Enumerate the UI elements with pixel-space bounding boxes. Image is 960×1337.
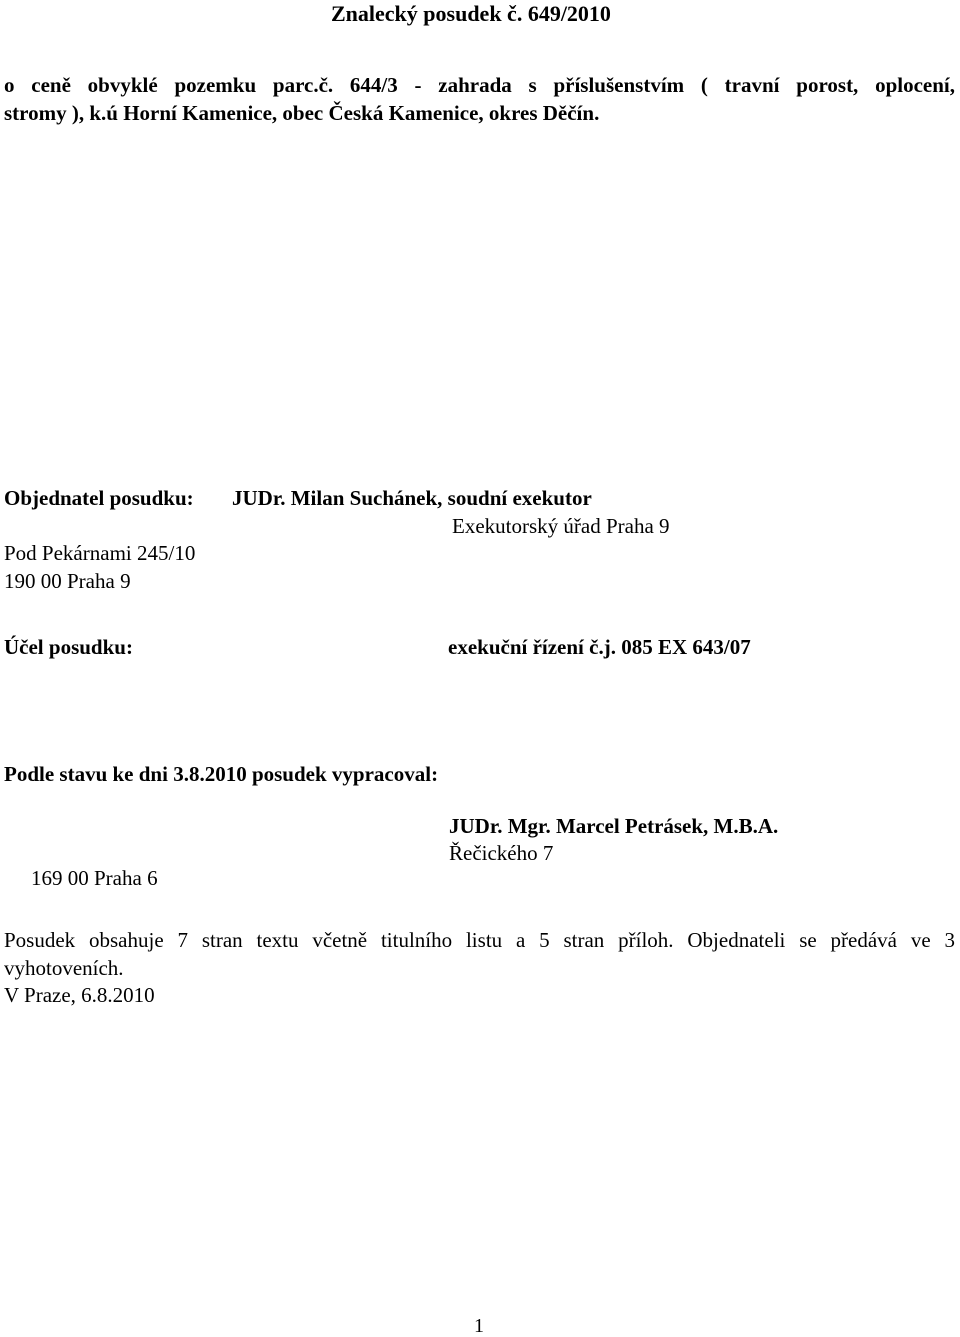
page-number: 1 — [474, 1315, 484, 1337]
author-name: JUDr. Mgr. Marcel Petrásek, M.B.A. — [449, 814, 779, 838]
orderer-label: Objednatel posudku: — [4, 486, 194, 510]
purpose-value: exekuční řízení č.j. 085 EX 643/07 — [448, 635, 751, 659]
document-title: Znalecký posudek č. 649/2010 — [331, 1, 611, 26]
orderer-office: Exekutorský úřad Praha 9 — [452, 514, 670, 538]
state-line: Podle stavu ke dni 3.8.2010 posudek vypracoval: — [4, 762, 439, 786]
author-street: Řečického 7 — [449, 841, 554, 865]
subject-line-1: o ceně obvyklé pozemku parc.č. 644/3 - zahrada s příslušenstvím ( travní porost, oplocení, — [4, 73, 955, 97]
orderer-name: JUDr. Milan Suchánek, soudní exekutor — [232, 486, 592, 510]
purpose-label: Účel posudku: — [4, 635, 133, 659]
subject-line-2: stromy ), k.ú Horní Kamenice, obec Česká Kamenice, okres Děčín. — [4, 101, 600, 125]
author-city: 169 00 Praha 6 — [31, 866, 158, 890]
place-date: V Praze, 6.8.2010 — [4, 983, 155, 1007]
note-line-1: Posudek obsahuje 7 stran textu včetně titulního listu a 5 stran příloh. Objednateli se předává ve 3 — [4, 928, 955, 952]
note-line-2: vyhotoveních. — [4, 956, 124, 980]
orderer-street: Pod Pekárnami 245/10 — [4, 541, 196, 565]
orderer-city: 190 00 Praha 9 — [4, 569, 131, 593]
